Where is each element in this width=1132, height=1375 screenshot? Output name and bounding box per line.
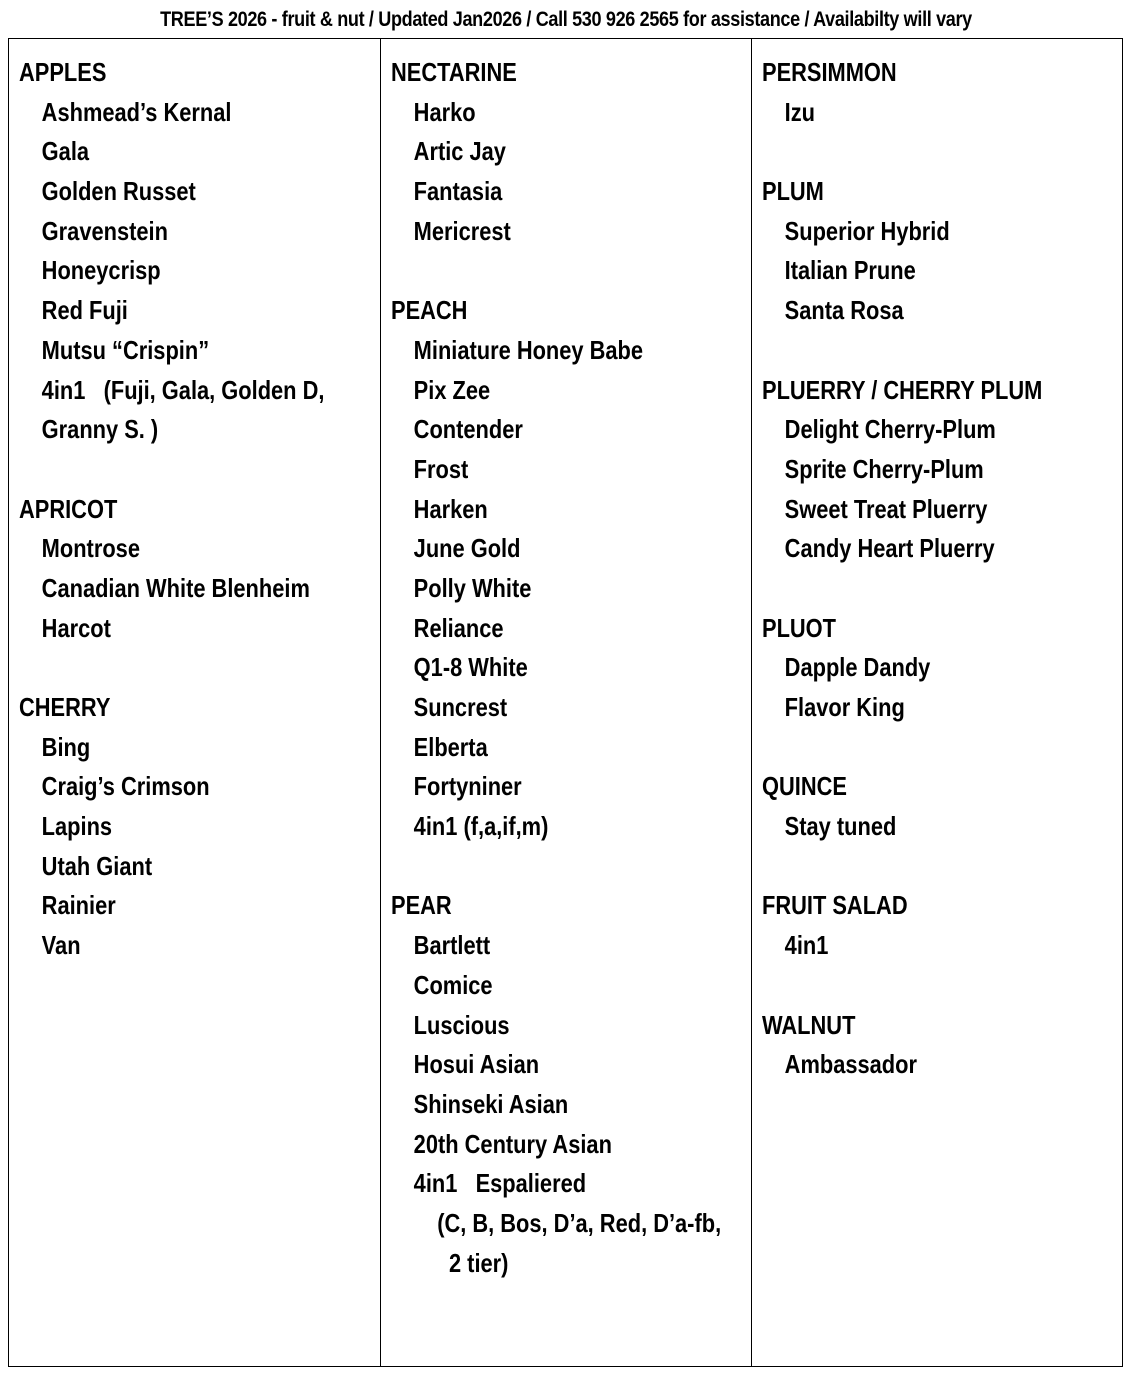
list-item: Elberta bbox=[413, 731, 488, 762]
list-item: Frost bbox=[413, 453, 469, 484]
list-item: Bartlett bbox=[413, 930, 491, 961]
list-item: Delight Cherry-Plum bbox=[784, 414, 996, 445]
list-item: Q1-8 White bbox=[413, 652, 528, 683]
section-spacer bbox=[762, 132, 1122, 172]
list-item: Flavor King bbox=[784, 692, 905, 722]
list-item: Comice bbox=[413, 969, 493, 1000]
page-title: TREE’S 2026 - fruit & nut / Updated Jan2026 / Call 530 926 2565 for assistance / Availabilty will vary bbox=[160, 8, 972, 31]
list-item: Polly White bbox=[413, 572, 532, 603]
column-3 bbox=[751, 39, 1122, 1366]
list-item: Miniature Honey Babe bbox=[413, 334, 644, 365]
list-item: Craig’s Crimson bbox=[41, 771, 210, 802]
list-item: Superior Hybrid bbox=[784, 215, 950, 246]
list-item: 4in1 (Fuji, Gala, Golden D, bbox=[41, 374, 325, 405]
list-item: 2 tier) bbox=[448, 1247, 509, 1278]
list-item: Lapins bbox=[41, 811, 113, 842]
list-item: Van bbox=[41, 930, 81, 961]
category-pear: PEAR bbox=[391, 890, 452, 921]
list-item: Montrose bbox=[41, 533, 140, 564]
section-spacer bbox=[762, 728, 1122, 768]
list-item: Santa Rosa bbox=[784, 295, 904, 326]
category-cherry: CHERRY bbox=[19, 692, 111, 722]
list-item: 20th Century Asian bbox=[413, 1128, 612, 1159]
list-item: Dapple Dandy bbox=[784, 652, 931, 683]
list-item: Red Fuji bbox=[41, 295, 128, 326]
section-spacer bbox=[762, 569, 1122, 609]
list-item: Sweet Treat Pluerry bbox=[784, 493, 988, 524]
list-item: 4in1 (f,a,if,m) bbox=[413, 811, 549, 842]
list-item: Fantasia bbox=[413, 176, 503, 207]
list-item: Pix Zee bbox=[413, 374, 491, 405]
list-item: Gravenstein bbox=[41, 215, 168, 246]
section-spacer bbox=[19, 450, 380, 490]
column-2 bbox=[380, 39, 751, 1366]
list-item: Suncrest bbox=[413, 692, 508, 722]
category-pluot: PLUOT bbox=[762, 612, 837, 643]
list-item: Mutsu “Crispin” bbox=[41, 334, 210, 365]
list-item: Harcot bbox=[41, 612, 111, 643]
column-1 bbox=[9, 39, 380, 1366]
list-item: Rainier bbox=[41, 890, 116, 921]
list-item: Granny S. ) bbox=[41, 414, 159, 445]
price-list-table bbox=[8, 38, 1123, 1367]
list-item: Reliance bbox=[413, 612, 504, 643]
list-item: Fortyniner bbox=[413, 771, 522, 802]
section-spacer bbox=[19, 648, 380, 688]
category-nectarine: NECTARINE bbox=[391, 57, 517, 87]
list-item: Artic Jay bbox=[413, 136, 506, 167]
list-item: June Gold bbox=[413, 533, 521, 564]
list-item: Mericrest bbox=[413, 215, 511, 246]
list-item: Italian Prune bbox=[784, 255, 916, 286]
category-peach: PEACH bbox=[391, 295, 468, 326]
list-item: Ambassador bbox=[784, 1049, 917, 1080]
list-item: Stay tuned bbox=[784, 811, 897, 842]
list-item: Harko bbox=[413, 96, 476, 127]
list-item: 4in1 Espaliered bbox=[413, 1168, 587, 1199]
section-spacer bbox=[391, 847, 751, 887]
list-item: (C, B, Bos, D’a, Red, D’a-fb, bbox=[437, 1207, 722, 1238]
section-spacer bbox=[762, 847, 1122, 887]
section-spacer bbox=[762, 966, 1122, 1006]
list-item: Harken bbox=[413, 493, 488, 524]
list-item: Bing bbox=[41, 731, 91, 762]
list-item: Golden Russet bbox=[41, 176, 196, 207]
list-item: 4in1 bbox=[784, 930, 829, 961]
category-plum: PLUM bbox=[762, 176, 824, 207]
list-item: Utah Giant bbox=[41, 850, 153, 881]
list-item: Canadian White Blenheim bbox=[41, 572, 310, 603]
category-apricot: APRICOT bbox=[19, 493, 118, 524]
section-spacer bbox=[762, 331, 1122, 371]
category-persimmon: PERSIMMON bbox=[762, 57, 897, 87]
category-apples: APPLES bbox=[19, 57, 107, 87]
category-pluerry-cherry-plum: PLUERRY / CHERRY PLUM bbox=[762, 374, 1043, 405]
list-item: Sprite Cherry-Plum bbox=[784, 453, 984, 484]
list-item: Honeycrisp bbox=[41, 255, 161, 286]
list-item: Hosui Asian bbox=[413, 1049, 540, 1080]
category-walnut: WALNUT bbox=[762, 1009, 856, 1040]
list-item: Candy Heart Pluerry bbox=[784, 533, 995, 564]
list-item: Gala bbox=[41, 136, 90, 167]
list-item: Izu bbox=[784, 96, 816, 127]
section-spacer bbox=[391, 251, 751, 291]
list-item: Ashmead’s Kernal bbox=[41, 96, 232, 127]
list-item: Shinseki Asian bbox=[413, 1088, 569, 1119]
category-fruit-salad: FRUIT SALAD bbox=[762, 890, 908, 921]
list-item: Contender bbox=[413, 414, 523, 445]
list-item: Luscious bbox=[413, 1009, 510, 1040]
category-quince: QUINCE bbox=[762, 771, 847, 802]
